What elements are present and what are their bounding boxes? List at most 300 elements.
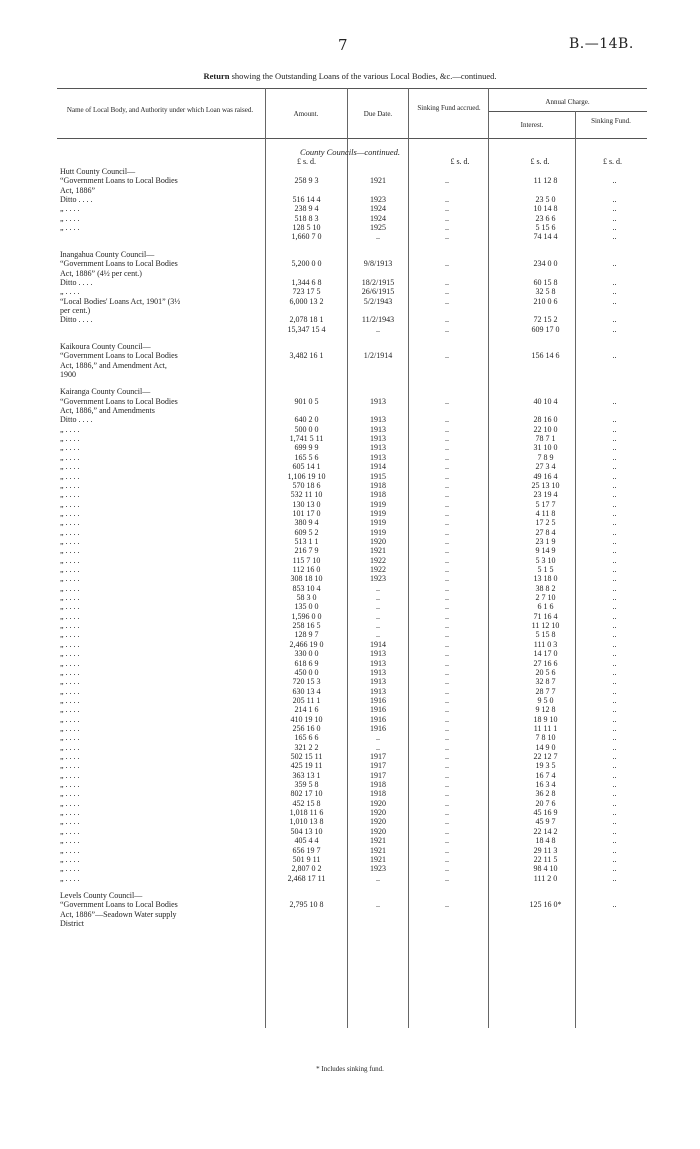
row-amount: 2,078 18 1 — [289, 315, 324, 324]
row-name: Levels County Council— — [60, 891, 143, 900]
row-sinking-accrued: .. — [445, 462, 449, 471]
row-name: „ . . . . — [60, 724, 80, 733]
table-row — [0, 518, 700, 527]
table-row — [0, 752, 700, 761]
row-interest: 27 3 4 — [535, 462, 556, 471]
table-row — [0, 387, 700, 396]
row-amount: 410 19 10 — [290, 715, 323, 724]
row-due-date: .. — [376, 900, 380, 909]
row-name: “Government Loans to Local Bodies — [60, 351, 178, 360]
row-sinking-accrued: .. — [445, 278, 449, 287]
row-due-date: 1913 — [370, 668, 386, 677]
row-interest: 5 1 5 — [537, 565, 554, 574]
row-name: „ . . . . — [60, 789, 80, 798]
table-row — [0, 640, 700, 649]
row-interest: 71 16 4 — [533, 612, 558, 621]
table-row — [0, 687, 700, 696]
row-name: „ . . . . — [60, 668, 80, 677]
row-name: „ . . . . — [60, 715, 80, 724]
row-amount: 3,482 16 1 — [289, 351, 324, 360]
row-name: „ . . . . — [60, 827, 80, 836]
table-row — [0, 584, 700, 593]
row-sinking-fund: .. — [612, 223, 617, 232]
row-amount: 605 14 1 — [292, 462, 321, 471]
row-sinking-fund: .. — [612, 593, 617, 602]
row-amount: 699 9 9 — [294, 443, 319, 452]
row-name: „ . . . . — [60, 537, 80, 546]
row-due-date: 1920 — [370, 808, 386, 817]
table-row — [0, 223, 700, 232]
row-name: „ . . . . — [60, 836, 80, 845]
table-row — [0, 743, 700, 752]
table-row — [0, 593, 700, 602]
row-sinking-fund: .. — [612, 696, 617, 705]
row-sinking-accrued: .. — [445, 425, 449, 434]
row-name: per cent.) — [60, 306, 91, 315]
row-sinking-fund: .. — [612, 630, 617, 639]
row-sinking-fund: .. — [612, 397, 617, 406]
row-due-date: .. — [376, 630, 380, 639]
row-due-date: 1925 — [370, 223, 386, 232]
row-interest: 23 5 0 — [535, 195, 556, 204]
row-due-date: 1919 — [370, 500, 386, 509]
row-interest: 9 14 9 — [535, 546, 556, 555]
row-due-date: 5/2/1943 — [363, 297, 393, 306]
row-amount: 115 7 10 — [292, 556, 321, 565]
row-interest: 45 9 7 — [535, 817, 556, 826]
row-sinking-fund: .. — [612, 574, 617, 583]
row-due-date: 1923 — [370, 195, 386, 204]
table-row — [0, 649, 700, 658]
row-due-date: 1913 — [370, 687, 386, 696]
row-sinking-accrued: .. — [445, 808, 449, 817]
row-sinking-fund: .. — [612, 677, 617, 686]
row-name: “Government Loans to Local Bodies — [60, 397, 178, 406]
row-sinking-fund: .. — [612, 546, 617, 555]
row-due-date: 1922 — [370, 565, 386, 574]
row-due-date: 1913 — [370, 453, 386, 462]
row-sinking-accrued: .. — [445, 900, 449, 909]
row-sinking-accrued: .. — [445, 556, 449, 565]
row-name: „ . . . . — [60, 808, 80, 817]
row-sinking-accrued: .. — [445, 817, 449, 826]
row-sinking-fund: .. — [612, 649, 617, 658]
row-sinking-fund: .. — [612, 195, 617, 204]
header-annual-rule — [488, 111, 647, 112]
table-row — [0, 462, 700, 471]
row-interest: 19 3 5 — [535, 761, 556, 770]
row-due-date: 1921 — [370, 176, 386, 185]
row-amount: 258 9 3 — [294, 176, 319, 185]
row-amount: 1,010 13 8 — [289, 817, 324, 826]
row-name: Act, 1886”—Seadown Water supply — [60, 910, 177, 919]
row-interest: 72 15 2 — [533, 315, 558, 324]
row-amount: 1,660 7 0 — [291, 232, 322, 241]
table-row — [0, 761, 700, 770]
row-name: “Government Loans to Local Bodies — [60, 259, 178, 268]
table-row — [0, 836, 700, 845]
row-interest: 27 16 6 — [533, 659, 558, 668]
row-sinking-fund: .. — [612, 565, 617, 574]
row-sinking-fund: .. — [612, 846, 617, 855]
row-sinking-accrued: .. — [445, 715, 449, 724]
row-name: Kaikoura County Council— — [60, 342, 151, 351]
row-name: „ . . . . — [60, 443, 80, 452]
row-interest: 125 16 0* — [529, 900, 562, 909]
row-amount: 256 16 0 — [292, 724, 321, 733]
row-name: „ . . . . — [60, 593, 80, 602]
row-name: District — [60, 919, 84, 928]
row-interest: 5 15 6 — [535, 223, 556, 232]
table-row — [0, 864, 700, 873]
table-row — [0, 325, 700, 334]
table-row — [0, 472, 700, 481]
row-sinking-fund: .. — [612, 509, 617, 518]
row-amount: 238 9 4 — [294, 204, 319, 213]
table-row — [0, 724, 700, 733]
row-amount: 501 9 11 — [292, 855, 321, 864]
table-row — [0, 874, 700, 883]
row-interest: 11 11 1 — [533, 724, 558, 733]
row-name: „ . . . . — [60, 472, 80, 481]
row-interest: 22 11 5 — [533, 855, 558, 864]
table-row — [0, 315, 700, 324]
row-due-date: 1923 — [370, 574, 386, 583]
row-sinking-fund: .. — [612, 836, 617, 845]
row-name: „ . . . . — [60, 500, 80, 509]
table-row — [0, 780, 700, 789]
table-row — [0, 425, 700, 434]
row-name: „ . . . . — [60, 425, 80, 434]
row-sinking-accrued: .. — [445, 761, 449, 770]
row-due-date: 1915 — [370, 472, 386, 481]
row-sinking-fund: .. — [612, 472, 617, 481]
row-amount: 723 17 5 — [292, 287, 321, 296]
row-sinking-accrued: .. — [445, 214, 449, 223]
row-interest: 25 13 10 — [531, 481, 560, 490]
row-sinking-fund: .. — [612, 612, 617, 621]
row-amount: 258 16 5 — [292, 621, 321, 630]
row-name: „ . . . . — [60, 574, 80, 583]
row-sinking-fund: .. — [612, 481, 617, 490]
row-amount: 128 9 7 — [294, 630, 319, 639]
row-sinking-fund: .. — [612, 817, 617, 826]
row-due-date: 18/2/1915 — [361, 278, 395, 287]
row-sinking-accrued: .. — [445, 855, 449, 864]
row-amount: 1,018 11 6 — [289, 808, 324, 817]
col-header-interest: Interest. — [520, 121, 544, 129]
row-name: “Government Loans to Local Bodies — [60, 176, 178, 185]
row-interest: 13 18 0 — [533, 574, 558, 583]
table-row — [0, 214, 700, 223]
row-name: Inangahua County Council— — [60, 250, 155, 259]
row-interest: 20 7 6 — [535, 799, 556, 808]
row-name: „ . . . . — [60, 659, 80, 668]
table-row — [0, 397, 700, 406]
row-due-date: 1921 — [370, 546, 386, 555]
row-interest: 16 3 4 — [535, 780, 556, 789]
table-row — [0, 771, 700, 780]
row-due-date: 1924 — [370, 214, 386, 223]
table-row — [0, 278, 700, 287]
row-due-date: 1921 — [370, 855, 386, 864]
row-name: „ . . . . — [60, 846, 80, 855]
row-interest: 22 12 7 — [533, 752, 558, 761]
row-due-date: 1921 — [370, 846, 386, 855]
row-amount: 570 18 6 — [292, 481, 321, 490]
row-sinking-fund: .. — [612, 733, 617, 742]
row-name: „ . . . . — [60, 518, 80, 527]
table-row — [0, 490, 700, 499]
row-sinking-accrued: .. — [445, 223, 449, 232]
row-due-date: 1918 — [370, 481, 386, 490]
row-sinking-fund: .. — [612, 287, 617, 296]
row-sinking-accrued: .. — [445, 315, 449, 324]
row-sinking-fund: .. — [612, 315, 617, 324]
row-sinking-fund: .. — [612, 462, 617, 471]
row-sinking-accrued: .. — [445, 846, 449, 855]
row-name: Ditto . . . . — [60, 315, 93, 324]
row-name: „ . . . . — [60, 490, 80, 499]
table-row — [0, 259, 700, 268]
row-amount: 609 5 2 — [294, 528, 319, 537]
row-amount: 1,344 6 8 — [291, 278, 322, 287]
row-amount: 532 11 10 — [290, 490, 323, 499]
row-sinking-fund: .. — [612, 668, 617, 677]
row-due-date: .. — [376, 325, 380, 334]
row-sinking-accrued: .. — [445, 724, 449, 733]
row-amount: 802 17 10 — [290, 789, 323, 798]
row-name: „ . . . . — [60, 696, 80, 705]
row-interest: 9 5 0 — [537, 696, 554, 705]
row-sinking-fund: .. — [612, 443, 617, 452]
row-interest: 23 1 9 — [535, 537, 556, 546]
row-amount: 135 0 0 — [294, 602, 319, 611]
row-sinking-fund: .. — [612, 176, 617, 185]
row-sinking-fund: .. — [612, 518, 617, 527]
row-name: „ . . . . — [60, 817, 80, 826]
table-row — [0, 891, 700, 900]
row-sinking-fund: .. — [612, 761, 617, 770]
row-name: „ . . . . — [60, 780, 80, 789]
row-amount: 58 3 0 — [296, 593, 317, 602]
row-amount: 321 2 2 — [294, 743, 319, 752]
row-amount: 640 2 0 — [294, 415, 319, 424]
row-interest: 18 9 10 — [533, 715, 558, 724]
row-interest: 5 3 10 — [535, 556, 556, 565]
table-row — [0, 612, 700, 621]
row-due-date: .. — [376, 733, 380, 742]
row-sinking-accrued: .. — [445, 500, 449, 509]
row-amount: 363 13 1 — [292, 771, 321, 780]
table-row — [0, 715, 700, 724]
row-interest: 23 19 4 — [533, 490, 558, 499]
row-name: „ . . . . — [60, 528, 80, 537]
table-row — [0, 705, 700, 714]
row-due-date: 1918 — [370, 789, 386, 798]
row-name: „ . . . . — [60, 752, 80, 761]
row-interest: 10 14 8 — [533, 204, 558, 213]
table-row — [0, 855, 700, 864]
row-name: Ditto . . . . — [60, 278, 93, 287]
row-due-date: .. — [376, 612, 380, 621]
table-row — [0, 195, 700, 204]
table-row — [0, 443, 700, 452]
row-due-date: 1919 — [370, 528, 386, 537]
row-sinking-fund: .. — [612, 780, 617, 789]
row-sinking-accrued: .. — [445, 537, 449, 546]
row-due-date: 1920 — [370, 799, 386, 808]
row-interest: 40 10 4 — [533, 397, 558, 406]
row-sinking-accrued: .. — [445, 415, 449, 424]
row-sinking-accrued: .. — [445, 743, 449, 752]
table-row — [0, 167, 700, 176]
row-name: „ . . . . — [60, 556, 80, 565]
row-sinking-fund: .. — [612, 752, 617, 761]
table-row — [0, 621, 700, 630]
row-due-date: .. — [376, 584, 380, 593]
row-name: „ . . . . — [60, 799, 80, 808]
row-interest: 29 11 3 — [533, 846, 558, 855]
row-sinking-fund: .. — [612, 556, 617, 565]
table-row — [0, 668, 700, 677]
table-row — [0, 919, 700, 928]
row-due-date: 1918 — [370, 780, 386, 789]
row-sinking-accrued: .. — [445, 259, 449, 268]
row-name: „ . . . . — [60, 453, 80, 462]
row-sinking-accrued: .. — [445, 490, 449, 499]
row-amount: 15,347 15 4 — [287, 325, 326, 334]
row-sinking-accrued: .. — [445, 799, 449, 808]
row-amount: 630 13 4 — [292, 687, 321, 696]
row-sinking-accrued: .. — [445, 668, 449, 677]
table-row — [0, 808, 700, 817]
row-interest: 5 17 7 — [535, 500, 556, 509]
row-amount: 425 19 11 — [290, 761, 323, 770]
row-sinking-accrued: .. — [445, 733, 449, 742]
row-due-date: .. — [376, 232, 380, 241]
row-amount: 214 1 6 — [294, 705, 319, 714]
row-name: „ . . . . — [60, 687, 80, 696]
row-due-date: 1921 — [370, 836, 386, 845]
row-sinking-accrued: .. — [445, 836, 449, 845]
row-sinking-accrued: .. — [445, 176, 449, 185]
row-name: „ . . . . — [60, 565, 80, 574]
row-sinking-accrued: .. — [445, 232, 449, 241]
col-header-amount: Amount. — [293, 110, 319, 118]
row-due-date: 1/2/1914 — [363, 351, 393, 360]
row-due-date: 9/8/1913 — [363, 259, 393, 268]
table-row — [0, 677, 700, 686]
table-row — [0, 204, 700, 213]
units-sinking: £ s. d. — [450, 157, 470, 166]
table-row — [0, 306, 700, 315]
row-interest: 18 4 8 — [535, 836, 556, 845]
row-due-date: 11/2/1943 — [361, 315, 395, 324]
table-row — [0, 659, 700, 668]
row-sinking-accrued: .. — [445, 434, 449, 443]
row-amount: 216 7 9 — [294, 546, 319, 555]
row-sinking-accrued: .. — [445, 565, 449, 574]
row-sinking-accrued: .. — [445, 771, 449, 780]
row-amount: 1,596 0 0 — [291, 612, 322, 621]
table-row — [0, 509, 700, 518]
table-row — [0, 696, 700, 705]
row-name: Act, 1886,” and Amendments — [60, 406, 155, 415]
row-amount: 6,000 13 2 — [289, 297, 324, 306]
row-sinking-accrued: .. — [445, 574, 449, 583]
row-interest: 156 14 6 — [531, 351, 560, 360]
table-row — [0, 342, 700, 351]
row-sinking-fund: .. — [612, 434, 617, 443]
row-interest: 2 7 10 — [535, 593, 556, 602]
table-row — [0, 406, 700, 415]
row-due-date: 1916 — [370, 715, 386, 724]
table-row — [0, 827, 700, 836]
table-row — [0, 602, 700, 611]
row-due-date: .. — [376, 593, 380, 602]
col-header-sinking-fund: Sinking Fund. — [591, 117, 631, 125]
table-row — [0, 351, 700, 360]
row-sinking-accrued: .. — [445, 780, 449, 789]
table-row — [0, 250, 700, 259]
row-interest: 28 16 0 — [533, 415, 558, 424]
row-sinking-fund: .. — [612, 827, 617, 836]
row-due-date: 1913 — [370, 415, 386, 424]
row-due-date: 1917 — [370, 761, 386, 770]
row-sinking-accrued: .. — [445, 518, 449, 527]
row-sinking-accrued: .. — [445, 351, 449, 360]
row-name: „ . . . . — [60, 649, 80, 658]
row-sinking-accrued: .. — [445, 864, 449, 873]
row-sinking-accrued: .. — [445, 297, 449, 306]
row-interest: 9 12 8 — [535, 705, 556, 714]
row-interest: 28 7 7 — [535, 687, 556, 696]
row-due-date: 1914 — [370, 462, 386, 471]
table-row — [0, 434, 700, 443]
table-row — [0, 176, 700, 185]
row-amount: 165 6 6 — [294, 733, 319, 742]
row-due-date: 1918 — [370, 490, 386, 499]
row-interest: 234 0 0 — [533, 259, 558, 268]
row-due-date: 1913 — [370, 659, 386, 668]
row-sinking-fund: .. — [612, 214, 617, 223]
row-amount: 853 10 4 — [292, 584, 321, 593]
row-amount: 2,466 19 0 — [289, 640, 324, 649]
units-interest: £ s. d. — [530, 157, 550, 166]
table-row — [0, 361, 700, 370]
section-title: County Councils—continued. — [299, 147, 401, 157]
row-due-date: 1922 — [370, 556, 386, 565]
row-interest: 60 15 8 — [533, 278, 558, 287]
row-amount: 513 1 1 — [294, 537, 319, 546]
row-due-date: 1919 — [370, 509, 386, 518]
row-due-date: .. — [376, 621, 380, 630]
row-name: „ . . . . — [60, 546, 80, 555]
row-name: „ . . . . — [60, 864, 80, 873]
table-row — [0, 630, 700, 639]
row-due-date: 26/6/1915 — [361, 287, 395, 296]
row-due-date: 1914 — [370, 640, 386, 649]
row-sinking-accrued: .. — [445, 621, 449, 630]
table-row — [0, 817, 700, 826]
units-sinking-fund: £ s. d. — [602, 157, 623, 166]
col-header-due: Due Date. — [363, 110, 393, 118]
row-due-date: 1916 — [370, 696, 386, 705]
row-amount: 2,468 17 11 — [287, 874, 326, 883]
document-reference: B.—14B. — [569, 36, 634, 52]
row-amount: 500 0 0 — [294, 425, 319, 434]
